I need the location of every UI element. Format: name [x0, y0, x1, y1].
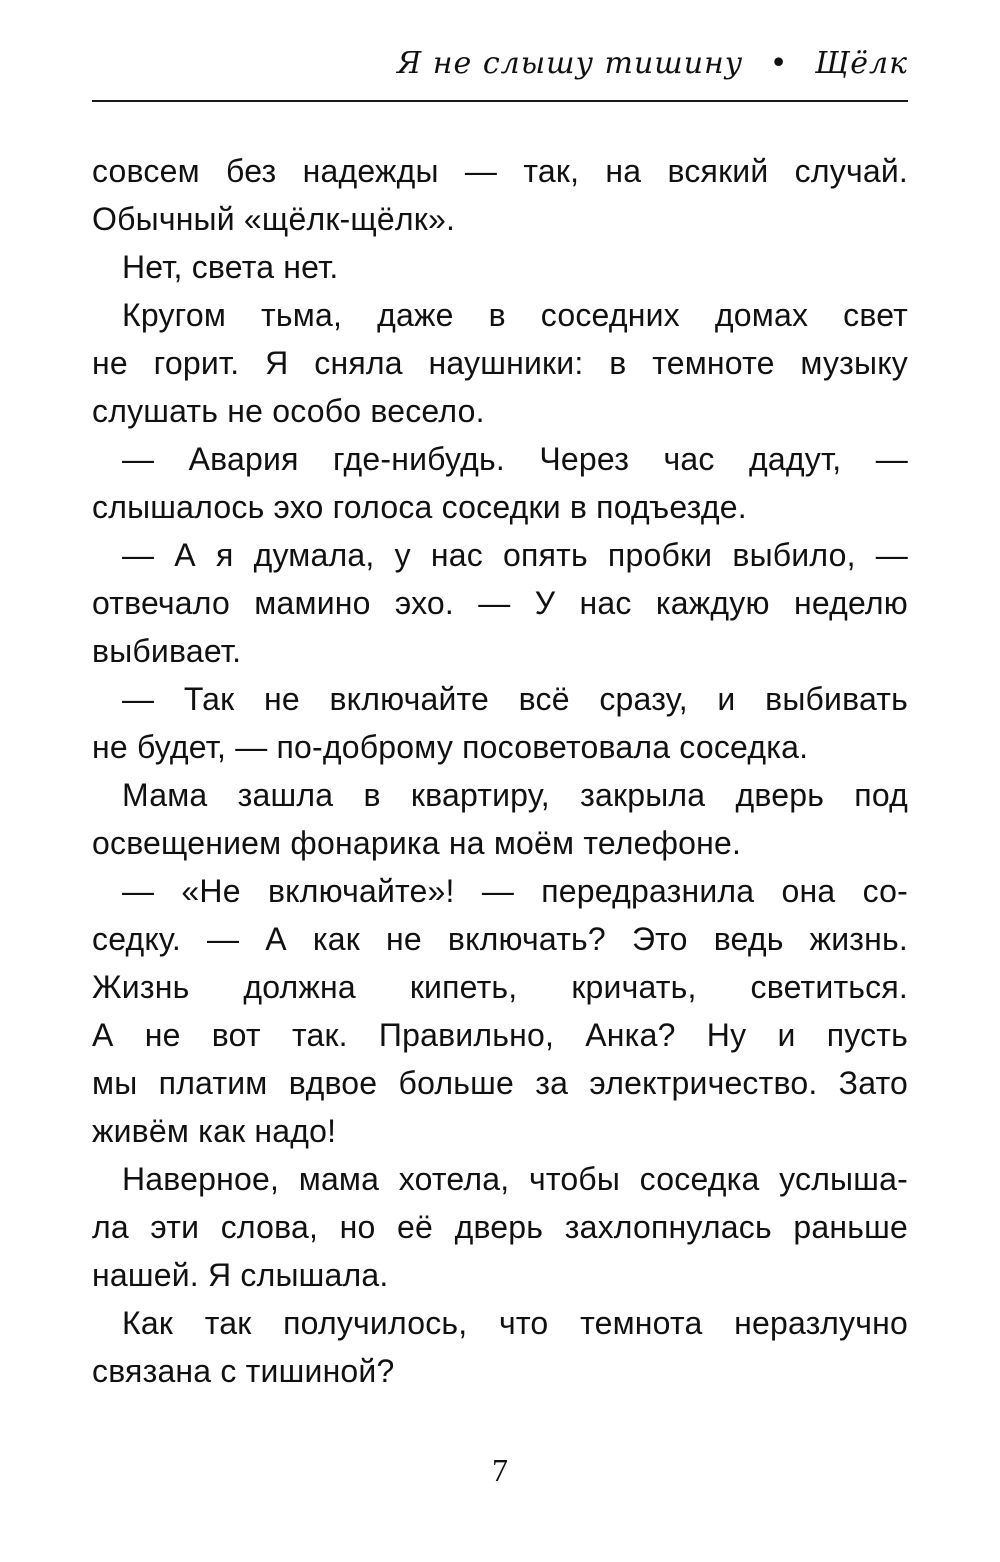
text-line: отвечало мамино эхо. — У нас каждую неделю: [92, 585, 908, 621]
running-header: [92, 40, 908, 102]
text-line: нашей. Я слышала.: [92, 1257, 389, 1293]
text-line: совсем без надежды — так, на всякий случай.: [92, 153, 908, 189]
text-line: связана с тишиной?: [92, 1353, 395, 1389]
text-line: Наверное, мама хотела, чтобы соседка услыша-: [122, 1161, 908, 1197]
text-line: — Так не включайте всё сразу, и выбивать: [122, 681, 908, 717]
text-line: Мама зашла в квартиру, закрыла дверь под: [122, 777, 908, 813]
text-line: — Авария где-нибудь. Через час дадут, —: [122, 441, 908, 477]
page-number: 7: [492, 1452, 508, 1488]
text-line: не будет, — по-доброму посоветовала соседка.: [92, 729, 809, 765]
text-line: Нет, света нет.: [122, 249, 339, 285]
text-line: слышалось эхо голоса соседки в подъезде.: [92, 489, 747, 525]
text-line: Кругом тьма, даже в соседних домах свет: [122, 297, 908, 333]
text-line: освещением фонарика на моём телефоне.: [92, 825, 742, 861]
text-line: не горит. Я сняла наушники: в темноте музыку: [92, 345, 908, 381]
text-line: седку. — А как не включать? Это ведь жизнь.: [92, 921, 908, 957]
text-line: Обычный «щёлк-щёлк».: [92, 201, 456, 237]
text-line: — «Не включайте»! — передразнила она со-: [122, 873, 908, 909]
text-line: выбивает.: [92, 633, 242, 669]
text-line: Как так получилось, что темнота неразлучно: [122, 1305, 908, 1341]
header-separator: •: [769, 46, 789, 81]
running-header-text: [397, 46, 908, 81]
text-line: — А я думала, у нас опять пробки выбило, —: [122, 537, 908, 573]
text-line: мы платим вдвое больше за электричество. Зато: [92, 1065, 908, 1101]
book-title: Я не слышу тишину: [397, 46, 744, 81]
chapter-title: Щёлк: [814, 46, 908, 81]
text-line: слушать не особо весело.: [92, 393, 485, 429]
body-text: [92, 147, 908, 1395]
text-line: Жизнь должна кипеть, кричать, светиться.: [92, 969, 908, 1005]
text-line: живём как надо!: [92, 1113, 337, 1149]
text-line: ла эти слова, но её дверь захлопнулась раньше: [92, 1209, 908, 1245]
text-line: А не вот так. Правильно, Анка? Ну и пусть: [92, 1017, 908, 1053]
